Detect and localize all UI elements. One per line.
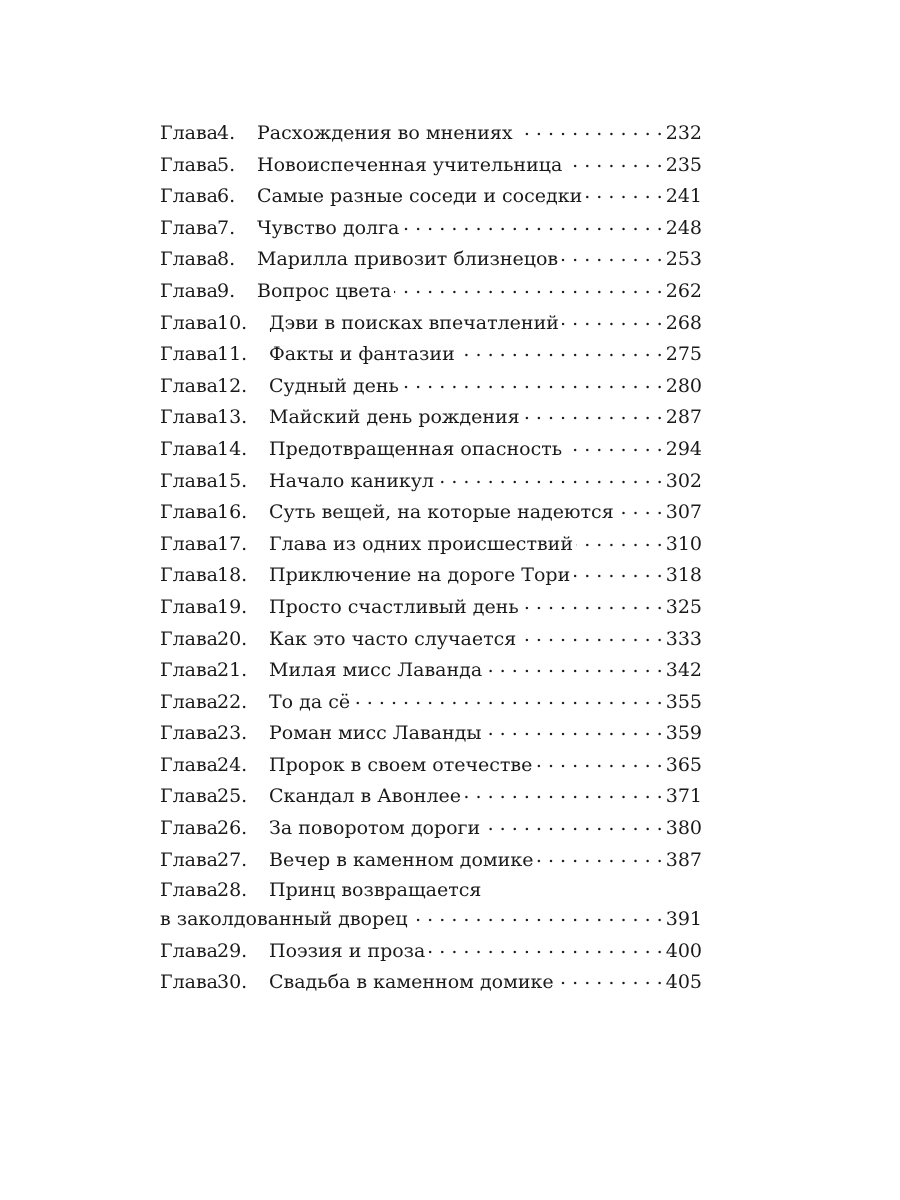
chapter-word: Глава (160, 311, 219, 334)
leader-dots (394, 278, 662, 297)
chapter-word: Глава (160, 939, 219, 962)
toc-entry-6 (160, 181, 702, 213)
chapter-word: Глава (160, 659, 219, 682)
page-number: 248 (665, 216, 702, 239)
chapter-word: Глава (160, 627, 219, 650)
chapter-word: Глава (160, 279, 219, 302)
leader-dots (576, 531, 663, 550)
leader-dots (519, 626, 662, 645)
page-number: 280 (665, 374, 702, 397)
chapter-title: Вечер в каменном домике (269, 848, 534, 871)
toc-entry-25 (160, 781, 702, 813)
chapter-title: За поворотом дороги (269, 817, 481, 840)
chapter-number: 23. (217, 722, 248, 745)
chapter-title: Самые разные соседи и соседки (257, 185, 583, 208)
leader-dots (516, 120, 663, 139)
toc-entry-18 (160, 560, 702, 592)
toc-entry-9 (160, 276, 702, 308)
chapter-number: 21. (217, 659, 248, 682)
chapter-number: 20. (217, 627, 248, 650)
chapter-word: Глава (160, 374, 219, 397)
toc-entry-28-line-1 (160, 876, 702, 904)
toc-entry-30 (160, 967, 702, 999)
leader-dots (458, 341, 663, 360)
chapter-word: Глава (160, 185, 219, 208)
chapter-word: Глава (160, 690, 219, 713)
chapter-title: Приключение на дороге Тори (269, 564, 571, 587)
chapter-title: Предотвращенная опасность (269, 437, 563, 460)
chapter-number: 26. (217, 817, 248, 840)
leader-dots (536, 847, 662, 866)
leader-dots (411, 906, 663, 925)
page-number: 268 (665, 311, 702, 334)
chapter-number: 28. (217, 879, 248, 902)
toc-entry-12 (160, 371, 702, 403)
chapter-title: Суть вещей, на которые надеются (269, 501, 614, 524)
toc-entry-4 (160, 118, 702, 150)
leader-dots (565, 152, 662, 171)
toc-entry-27 (160, 845, 702, 877)
leader-dots (402, 215, 662, 234)
chapter-word: Глава (160, 753, 219, 776)
chapter-title: Факты и фантазии (269, 343, 455, 366)
chapter-number: 25. (217, 785, 248, 808)
leader-dots (485, 657, 663, 676)
page-number: 307 (665, 501, 702, 524)
chapter-title: Поэзия и проза (269, 939, 426, 962)
chapter-number: 29. (217, 939, 248, 962)
leader-dots (562, 310, 663, 329)
page-number: 310 (665, 532, 702, 555)
page-number: 380 (665, 817, 702, 840)
toc-entry-28-line-2 (160, 904, 702, 936)
toc-entry-26 (160, 813, 702, 845)
chapter-title: Марилла привозит близнецов (257, 248, 559, 271)
leader-dots (565, 436, 663, 455)
toc-entry-16 (160, 497, 702, 529)
leader-dots (523, 404, 663, 423)
toc-entry-5 (160, 150, 702, 182)
chapter-number: 17. (217, 532, 248, 555)
chapter-number: 19. (217, 595, 248, 618)
page-number: 391 (665, 908, 702, 931)
chapter-word: Глава (160, 153, 219, 176)
chapter-number: 27. (217, 848, 248, 871)
chapter-word: Глава (160, 406, 219, 429)
leader-dots (522, 594, 663, 613)
toc-entry-17 (160, 529, 702, 561)
toc-entry-14 (160, 434, 702, 466)
toc-entry-7 (160, 213, 702, 245)
toc-entry-29 (160, 936, 702, 968)
chapter-title: Дэви в поисках впечатлений (269, 311, 559, 334)
chapter-word: Глава (160, 501, 219, 524)
chapter-number: 16. (217, 501, 248, 524)
page-number: 342 (665, 659, 702, 682)
toc-entry-23 (160, 718, 702, 750)
chapter-word: Глава (160, 216, 219, 239)
page-number: 262 (665, 279, 702, 302)
chapter-title: Судный день (269, 374, 399, 397)
page-number: 253 (665, 248, 702, 271)
chapter-title: Как это часто случается (269, 627, 517, 650)
toc-entry-20 (160, 624, 702, 656)
leader-dots (535, 752, 662, 771)
chapter-title: Свадьба в каменном домике (269, 971, 554, 994)
chapter-title: Новоиспеченная учительница (257, 153, 563, 176)
chapter-number: 9. (217, 279, 236, 302)
chapter-title: Начало каникул (269, 469, 434, 492)
page-number: 371 (665, 785, 702, 808)
chapter-number: 13. (217, 406, 248, 429)
chapter-title: Принц возвращается (269, 879, 482, 902)
chapter-number: 4. (217, 122, 236, 144)
leader-dots (464, 783, 663, 802)
page-number: 400 (665, 939, 702, 962)
chapter-word: Глава (160, 879, 219, 902)
leader-dots (483, 815, 663, 834)
page-number: 333 (665, 627, 702, 650)
leader-dots (353, 689, 663, 708)
toc-entry-21 (160, 655, 702, 687)
chapter-word: Глава (160, 971, 219, 994)
toc-entry-15 (160, 466, 702, 498)
chapter-word: Глава (160, 122, 219, 144)
leader-dots (402, 373, 663, 392)
chapter-title-continued: в заколдованный дворец (160, 908, 408, 931)
chapter-word: Глава (160, 785, 219, 808)
chapter-number: 30. (217, 971, 248, 994)
chapter-word: Глава (160, 532, 219, 555)
chapter-title: Вопрос цвета (257, 279, 392, 302)
toc-entry-11 (160, 339, 702, 371)
leader-dots (428, 938, 662, 957)
chapter-title: Милая мисс Лаванда (269, 659, 483, 682)
chapter-title: Чувство долга (257, 216, 400, 239)
chapter-word: Глава (160, 722, 219, 745)
chapter-number: 7. (217, 216, 236, 239)
chapter-title: Скандал в Авонлее (269, 785, 462, 808)
chapter-title: Роман мисс Лаванды (269, 722, 482, 745)
page-number: 287 (665, 406, 702, 429)
chapter-number: 6. (217, 185, 236, 208)
chapter-title: Майский день рождения (269, 406, 520, 429)
chapter-word: Глава (160, 469, 219, 492)
chapter-title: Просто счастливый день (269, 595, 519, 618)
chapter-title: Пророк в своем отечестве (269, 753, 533, 776)
chapter-title: Расхождения во мнениях (257, 122, 513, 144)
page-number: 235 (665, 153, 702, 176)
table-of-contents (160, 118, 702, 999)
toc-entry-24 (160, 750, 702, 782)
leader-dots (573, 562, 662, 581)
chapter-number: 11. (217, 343, 248, 366)
chapter-title: То да сё (269, 690, 351, 713)
toc-entry-22 (160, 687, 702, 719)
chapter-word: Глава (160, 248, 219, 271)
page-number: 365 (665, 753, 702, 776)
page-number: 359 (665, 722, 702, 745)
toc-entry-8 (160, 244, 702, 276)
chapter-number: 14. (217, 437, 248, 460)
page-number: 387 (665, 848, 702, 871)
page-number: 325 (665, 595, 702, 618)
toc-entry-10 (160, 308, 702, 340)
page-number: 241 (665, 185, 702, 208)
leader-dots (557, 969, 663, 988)
chapter-number: 22. (217, 690, 248, 713)
chapter-number: 24. (217, 753, 248, 776)
leader-dots (585, 183, 662, 202)
leader-dots (485, 720, 663, 739)
toc-entry-28 (160, 876, 702, 936)
chapter-number: 18. (217, 564, 248, 587)
page-number: 275 (665, 343, 702, 366)
page-number: 355 (665, 690, 702, 713)
page-number: 232 (665, 122, 702, 144)
page-number: 294 (665, 437, 702, 460)
chapter-number: 10. (217, 311, 248, 334)
leader-dots (617, 499, 663, 518)
page-number: 405 (665, 971, 702, 994)
chapter-word: Глава (160, 848, 219, 871)
page-number: 318 (665, 564, 702, 587)
toc-entry-19 (160, 592, 702, 624)
chapter-number: 5. (217, 153, 236, 176)
leader-dots (561, 246, 663, 265)
chapter-word: Глава (160, 817, 219, 840)
leader-dots (437, 468, 663, 487)
chapter-word: Глава (160, 564, 219, 587)
page-number: 302 (665, 469, 702, 492)
chapter-number: 12. (217, 374, 248, 397)
chapter-word: Глава (160, 437, 219, 460)
chapter-title: Глава из одних происшествий (269, 532, 573, 555)
chapter-number: 15. (217, 469, 248, 492)
chapter-word: Глава (160, 343, 219, 366)
toc-entry-13 (160, 402, 702, 434)
chapter-word: Глава (160, 595, 219, 618)
chapter-number: 8. (217, 248, 236, 271)
